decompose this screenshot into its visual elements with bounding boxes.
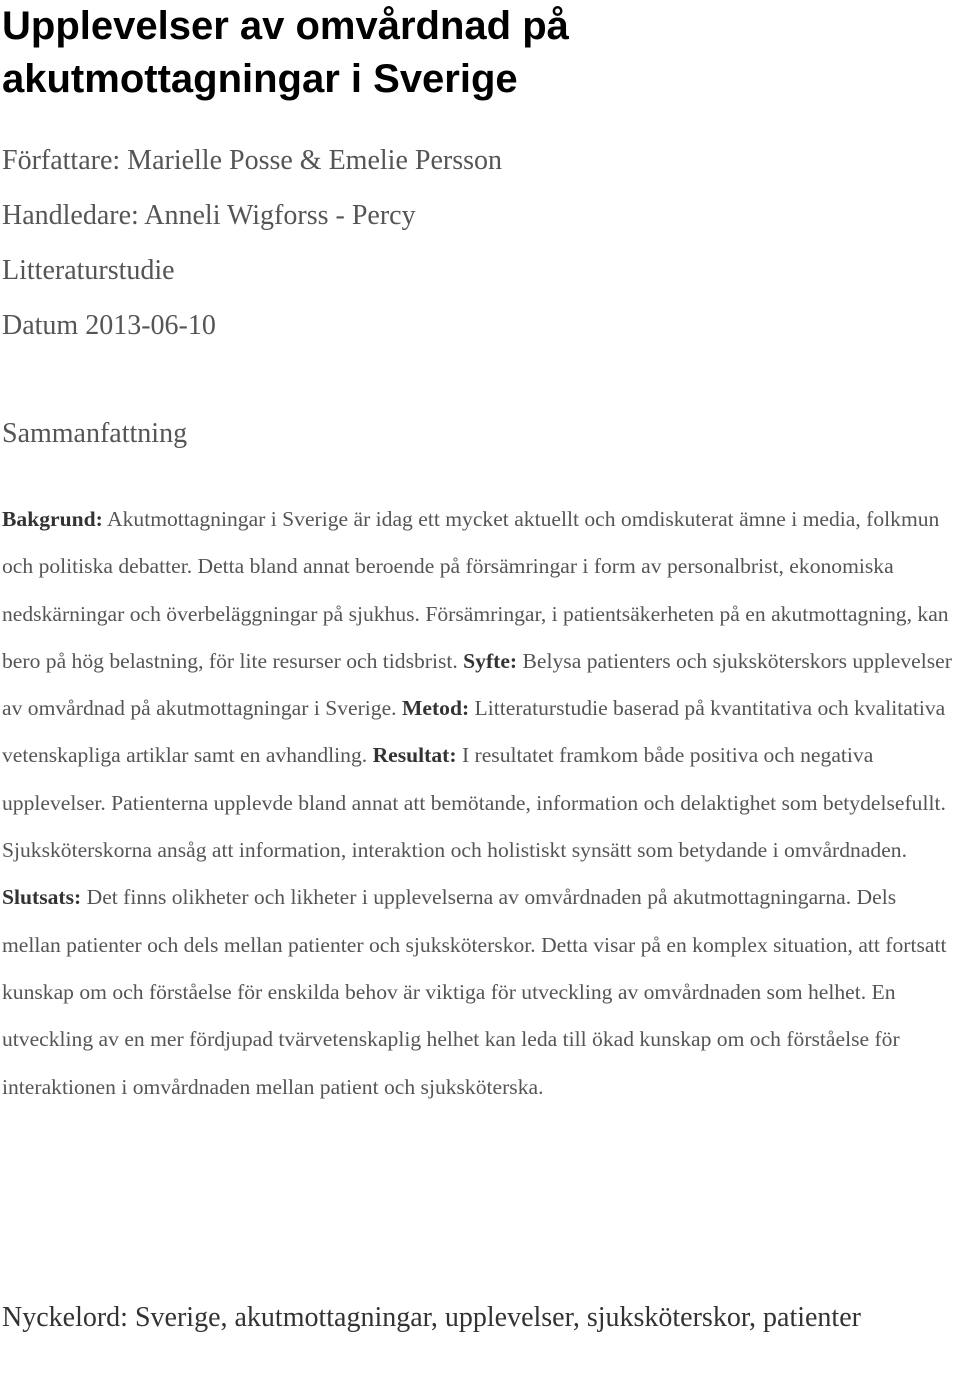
background-text: Akutmottagningar i Sverige är idag ett mycket aktuellt och omdiskuterat ämne i media, folkmun och politiska debatter. Detta bland annat beroende på försämringar i form av personalbrist, ekonomiska nedskärningar och överbeläggningar på sjukhus. Försämringar, i patientsäkerheten på en akutmottagning, kan bero på hög belastning, för lite resurser och tidsbrist. — [2, 507, 949, 673]
summary-heading: Sammanfattning — [2, 418, 188, 449]
results-text: I resultatet framkom både positiva och negativa upplevelser. Patienterna upplevde bland annat att bemötande, information och delaktighet som betydelsefullt. Sjuksköterskorna ansåg att information, interaktion och holistiskt synsätt som betydande i omvårdnaden. — [2, 743, 946, 863]
document-title — [2, 0, 958, 106]
keywords-line: Nyckelord: Sverige, akutmottagningar, upplevelser, sjuksköterskor, patienter — [2, 1302, 861, 1333]
document-page — [2, 0, 958, 353]
conclusion-label: Slutsats: — [2, 885, 82, 910]
title-line-2: akutmottagningar i Sverige — [2, 57, 518, 101]
method-label: Metod: — [401, 696, 470, 721]
aim-label: Syfte: — [463, 648, 518, 673]
document-metadata — [2, 133, 958, 353]
results-label: Resultat: — [372, 743, 457, 768]
method-text: Litteraturstudie baserad på kvantitativa och kvalitativa vetenskapliga artiklar samt en avhandling. — [2, 696, 946, 768]
background-label: Bakgrund: — [2, 507, 103, 531]
study-type-line: Litteraturstudie — [2, 255, 175, 286]
date-line: Datum 2013-06-10 — [2, 310, 216, 341]
authors-line: Författare: Marielle Posse & Emelie Persson — [2, 145, 502, 176]
abstract-paragraph — [2, 496, 960, 1111]
supervisor-line: Handledare: Anneli Wigforss - Percy — [2, 200, 416, 231]
title-line-1: Upplevelser av omvårdnad på — [2, 4, 569, 48]
conclusion-text: Det finns olikheter och likheter i upplevelserna av omvårdnaden på akutmottagningarna. Dels mellan patienter och dels mellan patienter och sjuksköterskor. Detta visar på en komplex situation, att fortsatt kunskap om och förståelse för enskilda behov är viktiga för utveckling av omvårdnaden som helhet. En utveckling av en mer fördjupad tvärvetenskaplig helhet kan leda till ökad kunskap om och förståelse för interaktionen i omvårdnaden mellan patient och sjuksköterska. — [2, 885, 947, 1099]
aim-text: Belysa patienters och sjuksköterskors upplevelser av omvårdnad på akutmottagningar i Sverige. — [2, 648, 952, 721]
